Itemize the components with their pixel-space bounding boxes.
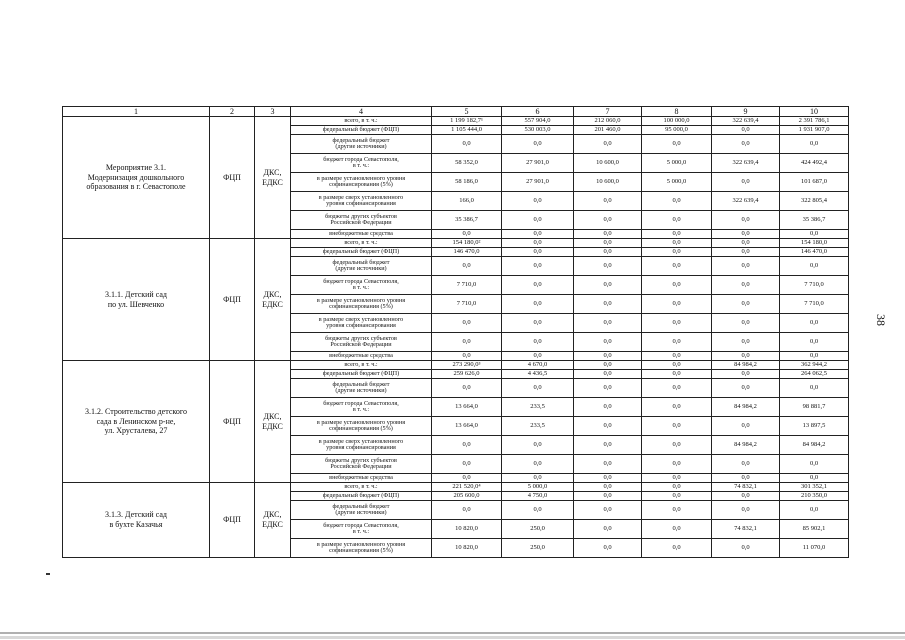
value-cell: 0,0 <box>574 314 642 333</box>
value-cell: 259 626,0 <box>432 370 502 379</box>
value-cell: 0,0 <box>712 352 780 361</box>
value-cell: 0,0 <box>574 417 642 436</box>
value-cell: 264 062,5 <box>780 370 849 379</box>
value-cell: 0,0 <box>574 520 642 539</box>
executor: ДКС, ЕДКС <box>255 361 291 483</box>
value-cell: 5 000,0 <box>642 154 712 173</box>
header-cell: 2 <box>210 107 255 117</box>
table-row <box>63 239 849 248</box>
header-cell: 6 <box>502 107 574 117</box>
funding-source-label: внебюджетные средства <box>291 230 432 239</box>
value-cell: 1 105 444,0 <box>432 126 502 135</box>
budget-table <box>62 106 849 558</box>
funding-source-label: бюджет города Севастополя, в т. ч.: <box>291 154 432 173</box>
funding-source-label: бюджет города Севастополя, в т. ч.: <box>291 398 432 417</box>
value-cell: 1 199 182,7¹ <box>432 117 502 126</box>
value-cell: 0,0 <box>712 474 780 483</box>
executor: ДКС, ЕДКС <box>255 117 291 239</box>
section-title: 3.1.2. Строительство детского сада в Ленинском р-не, ул. Хрусталева, 27 <box>63 361 210 483</box>
value-cell: 0,0 <box>502 211 574 230</box>
funding-source-label: бюджет города Севастополя, в т. ч.: <box>291 520 432 539</box>
funding-source-label: в размере установленного уровня софинансирования (5%) <box>291 539 432 558</box>
scan-edge-shadow <box>0 636 905 639</box>
value-cell: 4 436,5 <box>502 370 574 379</box>
value-cell: 95 000,0 <box>642 126 712 135</box>
value-cell: 1 931 907,0 <box>780 126 849 135</box>
funding-source-label: бюджеты других субъектов Российской Федерации <box>291 455 432 474</box>
value-cell: 10 820,0 <box>432 539 502 558</box>
value-cell: 301 352,1 <box>780 483 849 492</box>
value-cell: 424 492,4 <box>780 154 849 173</box>
value-cell: 13 897,5 <box>780 417 849 436</box>
value-cell: 84 984,2 <box>712 361 780 370</box>
value-cell: 0,0 <box>574 539 642 558</box>
value-cell: 0,0 <box>780 501 849 520</box>
value-cell: 0,0 <box>502 379 574 398</box>
value-cell: 250,0 <box>502 520 574 539</box>
value-cell: 0,0 <box>642 361 712 370</box>
value-cell: 10 600,0 <box>574 173 642 192</box>
value-cell: 0,0 <box>642 230 712 239</box>
value-cell: 0,0 <box>432 230 502 239</box>
value-cell: 201 460,0 <box>574 126 642 135</box>
funding-source-label: федеральный бюджет (другие источники) <box>291 257 432 276</box>
value-cell: 27 901,0 <box>502 154 574 173</box>
value-cell: 0,0 <box>642 492 712 501</box>
funding-source-label: внебюджетные средства <box>291 474 432 483</box>
funding-source-label: всего, в т. ч.: <box>291 117 432 126</box>
value-cell: 0,0 <box>502 257 574 276</box>
page-number: 38 <box>874 314 888 326</box>
value-cell: 27 901,0 <box>502 173 574 192</box>
value-cell: 4 750,0 <box>502 492 574 501</box>
value-cell: 0,0 <box>502 239 574 248</box>
value-cell: 322 639,4 <box>712 192 780 211</box>
value-cell: 0,0 <box>502 455 574 474</box>
value-cell: 0,0 <box>574 398 642 417</box>
value-cell: 0,0 <box>712 248 780 257</box>
funding-source-label: бюджет города Севастополя, в т. ч.: <box>291 276 432 295</box>
funding-source-label: федеральный бюджет (другие источники) <box>291 379 432 398</box>
value-cell: 557 904,0 <box>502 117 574 126</box>
scan-edge-line <box>0 632 905 634</box>
value-cell: 0,0 <box>712 417 780 436</box>
program-type: ФЦП <box>210 239 255 361</box>
value-cell: 233,5 <box>502 398 574 417</box>
value-cell: 0,0 <box>780 230 849 239</box>
funding-source-label: в размере сверх установленного уровня софинансирования <box>291 436 432 455</box>
value-cell: 0,0 <box>574 455 642 474</box>
value-cell: 322 639,4 <box>712 154 780 173</box>
value-cell: 0,0 <box>642 248 712 257</box>
value-cell: 0,0 <box>642 398 712 417</box>
value-cell: 0,0 <box>642 257 712 276</box>
value-cell: 0,0 <box>432 135 502 154</box>
value-cell: 0,0 <box>502 333 574 352</box>
value-cell: 0,0 <box>502 474 574 483</box>
value-cell: 100 000,0 <box>642 117 712 126</box>
value-cell: 0,0 <box>780 379 849 398</box>
value-cell: 0,0 <box>574 492 642 501</box>
value-cell: 0,0 <box>432 314 502 333</box>
table-row <box>63 361 849 370</box>
value-cell: 7 710,0 <box>780 295 849 314</box>
program-type: ФЦП <box>210 483 255 558</box>
value-cell: 0,0 <box>502 352 574 361</box>
value-cell: 233,5 <box>502 417 574 436</box>
funding-source-label: всего, в т. ч.: <box>291 483 432 492</box>
value-cell: 0,0 <box>574 379 642 398</box>
value-cell: 74 832,1 <box>712 483 780 492</box>
funding-source-label: всего, в т. ч.: <box>291 361 432 370</box>
value-cell: 0,0 <box>574 436 642 455</box>
value-cell: 7 710,0 <box>432 295 502 314</box>
value-cell: 0,0 <box>712 295 780 314</box>
value-cell: 0,0 <box>502 230 574 239</box>
funding-source-label: в размере установленного уровня софинансирования (5%) <box>291 173 432 192</box>
executor: ДКС, ЕДКС <box>255 483 291 558</box>
value-cell: 322 639,4 <box>712 117 780 126</box>
value-cell: 530 003,0 <box>502 126 574 135</box>
value-cell: 0,0 <box>642 295 712 314</box>
value-cell: 85 902,1 <box>780 520 849 539</box>
value-cell: 58 352,0 <box>432 154 502 173</box>
header-cell: 8 <box>642 107 712 117</box>
value-cell: 0,0 <box>642 333 712 352</box>
program-type: ФЦП <box>210 361 255 483</box>
value-cell: 0,0 <box>780 474 849 483</box>
value-cell: 0,0 <box>502 248 574 257</box>
value-cell: 2 391 786,1 <box>780 117 849 126</box>
header-row <box>63 107 849 117</box>
value-cell: 58 186,0 <box>432 173 502 192</box>
value-cell: 322 805,4 <box>780 192 849 211</box>
value-cell: 0,0 <box>642 276 712 295</box>
value-cell: 0,0 <box>712 333 780 352</box>
value-cell: 0,0 <box>780 352 849 361</box>
value-cell: 0,0 <box>432 436 502 455</box>
value-cell: 10 820,0 <box>432 520 502 539</box>
value-cell: 0,0 <box>712 211 780 230</box>
value-cell: 0,0 <box>574 257 642 276</box>
value-cell: 362 944,2 <box>780 361 849 370</box>
value-cell: 0,0 <box>642 352 712 361</box>
value-cell: 0,0 <box>432 352 502 361</box>
program-type: ФЦП <box>210 117 255 239</box>
value-cell: 0,0 <box>574 248 642 257</box>
value-cell: 0,0 <box>712 135 780 154</box>
value-cell: 0,0 <box>712 455 780 474</box>
value-cell: 221 520,0⁴ <box>432 483 502 492</box>
executor: ДКС, ЕДКС <box>255 239 291 361</box>
value-cell: 166,0 <box>432 192 502 211</box>
value-cell: 146 470,0 <box>432 248 502 257</box>
value-cell: 11 070,0 <box>780 539 849 558</box>
value-cell: 0,0 <box>574 239 642 248</box>
value-cell: 35 386,7 <box>432 211 502 230</box>
value-cell: 0,0 <box>574 474 642 483</box>
value-cell: 5 000,0 <box>502 483 574 492</box>
value-cell: 0,0 <box>574 276 642 295</box>
funding-source-label: в размере установленного уровня софинансирования (5%) <box>291 417 432 436</box>
value-cell: 0,0 <box>432 455 502 474</box>
value-cell: 0,0 <box>642 520 712 539</box>
value-cell: 84 984,2 <box>712 436 780 455</box>
value-cell: 0,0 <box>642 417 712 436</box>
value-cell: 4 670,0 <box>502 361 574 370</box>
scan-mark <box>46 573 50 575</box>
value-cell: 0,0 <box>712 173 780 192</box>
value-cell: 0,0 <box>712 379 780 398</box>
value-cell: 0,0 <box>574 352 642 361</box>
table-row <box>63 117 849 126</box>
value-cell: 0,0 <box>642 211 712 230</box>
value-cell: 74 832,1 <box>712 520 780 539</box>
value-cell: 0,0 <box>502 436 574 455</box>
value-cell: 0,0 <box>712 126 780 135</box>
value-cell: 0,0 <box>642 539 712 558</box>
value-cell: 0,0 <box>642 370 712 379</box>
value-cell: 101 687,0 <box>780 173 849 192</box>
value-cell: 0,0 <box>432 501 502 520</box>
header-cell: 3 <box>255 107 291 117</box>
value-cell: 0,0 <box>574 483 642 492</box>
value-cell: 5 000,0 <box>642 173 712 192</box>
value-cell: 0,0 <box>642 483 712 492</box>
value-cell: 0,0 <box>780 257 849 276</box>
value-cell: 7 710,0 <box>432 276 502 295</box>
value-cell: 98 881,7 <box>780 398 849 417</box>
value-cell: 0,0 <box>432 333 502 352</box>
value-cell: 212 060,0 <box>574 117 642 126</box>
value-cell: 0,0 <box>712 370 780 379</box>
funding-source-label: бюджеты других субъектов Российской Федерации <box>291 333 432 352</box>
value-cell: 0,0 <box>574 295 642 314</box>
header-cell: 9 <box>712 107 780 117</box>
funding-source-label: федеральный бюджет (ФЦП) <box>291 248 432 257</box>
value-cell: 0,0 <box>642 239 712 248</box>
value-cell: 154 180,0 <box>780 239 849 248</box>
section-title: 3.1.3. Детский сад в бухте Казачья <box>63 483 210 558</box>
funding-source-label: бюджеты других субъектов Российской Федерации <box>291 211 432 230</box>
value-cell: 250,0 <box>502 539 574 558</box>
value-cell: 0,0 <box>712 257 780 276</box>
value-cell: 0,0 <box>574 230 642 239</box>
value-cell: 0,0 <box>642 135 712 154</box>
funding-source-label: федеральный бюджет (ФЦП) <box>291 126 432 135</box>
header-cell: 5 <box>432 107 502 117</box>
funding-source-label: в размере сверх установленного уровня софинансирования <box>291 192 432 211</box>
value-cell: 210 350,0 <box>780 492 849 501</box>
value-cell: 0,0 <box>712 230 780 239</box>
value-cell: 10 600,0 <box>574 154 642 173</box>
value-cell: 0,0 <box>712 239 780 248</box>
value-cell: 273 290,0³ <box>432 361 502 370</box>
value-cell: 0,0 <box>642 474 712 483</box>
value-cell: 0,0 <box>780 135 849 154</box>
value-cell: 0,0 <box>780 314 849 333</box>
value-cell: 146 470,0 <box>780 248 849 257</box>
header-cell: 7 <box>574 107 642 117</box>
value-cell: 0,0 <box>432 474 502 483</box>
funding-source-label: всего, в т. ч.: <box>291 239 432 248</box>
value-cell: 154 180,0² <box>432 239 502 248</box>
value-cell: 0,0 <box>642 455 712 474</box>
header-cell: 4 <box>291 107 432 117</box>
value-cell: 84 984,2 <box>780 436 849 455</box>
value-cell: 0,0 <box>574 370 642 379</box>
value-cell: 0,0 <box>780 455 849 474</box>
value-cell: 0,0 <box>642 501 712 520</box>
value-cell: 0,0 <box>502 295 574 314</box>
value-cell: 0,0 <box>574 361 642 370</box>
value-cell: 0,0 <box>574 192 642 211</box>
value-cell: 7 710,0 <box>780 276 849 295</box>
section-title: 3.1.1. Детский сад по ул. Шевченко <box>63 239 210 361</box>
section-title: Мероприятие 3.1. Модернизация дошкольного образования в г. Севастополе <box>63 117 210 239</box>
value-cell: 0,0 <box>574 333 642 352</box>
value-cell: 0,0 <box>712 539 780 558</box>
value-cell: 0,0 <box>642 192 712 211</box>
value-cell: 0,0 <box>502 135 574 154</box>
value-cell: 13 664,0 <box>432 417 502 436</box>
value-cell: 0,0 <box>712 276 780 295</box>
value-cell: 0,0 <box>642 314 712 333</box>
value-cell: 0,0 <box>712 501 780 520</box>
funding-source-label: внебюджетные средства <box>291 352 432 361</box>
funding-source-label: федеральный бюджет (другие источники) <box>291 501 432 520</box>
value-cell: 84 984,2 <box>712 398 780 417</box>
value-cell: 0,0 <box>502 501 574 520</box>
value-cell: 0,0 <box>642 436 712 455</box>
value-cell: 205 600,0 <box>432 492 502 501</box>
value-cell: 0,0 <box>574 211 642 230</box>
funding-source-label: в размере установленного уровня софинансирования (5%) <box>291 295 432 314</box>
value-cell: 13 664,0 <box>432 398 502 417</box>
value-cell: 0,0 <box>574 501 642 520</box>
table-body <box>63 117 849 558</box>
value-cell: 35 386,7 <box>780 211 849 230</box>
header-cell: 10 <box>780 107 849 117</box>
value-cell: 0,0 <box>642 379 712 398</box>
value-cell: 0,0 <box>502 276 574 295</box>
value-cell: 0,0 <box>432 379 502 398</box>
table-row <box>63 483 849 492</box>
funding-source-label: федеральный бюджет (ФЦП) <box>291 370 432 379</box>
header-cell: 1 <box>63 107 210 117</box>
value-cell: 0,0 <box>574 135 642 154</box>
value-cell: 0,0 <box>780 333 849 352</box>
funding-source-label: федеральный бюджет (другие источники) <box>291 135 432 154</box>
value-cell: 0,0 <box>502 314 574 333</box>
funding-source-label: федеральный бюджет (ФЦП) <box>291 492 432 501</box>
value-cell: 0,0 <box>502 192 574 211</box>
value-cell: 0,0 <box>712 314 780 333</box>
value-cell: 0,0 <box>432 257 502 276</box>
funding-source-label: в размере сверх установленного уровня софинансирования <box>291 314 432 333</box>
value-cell: 0,0 <box>712 492 780 501</box>
